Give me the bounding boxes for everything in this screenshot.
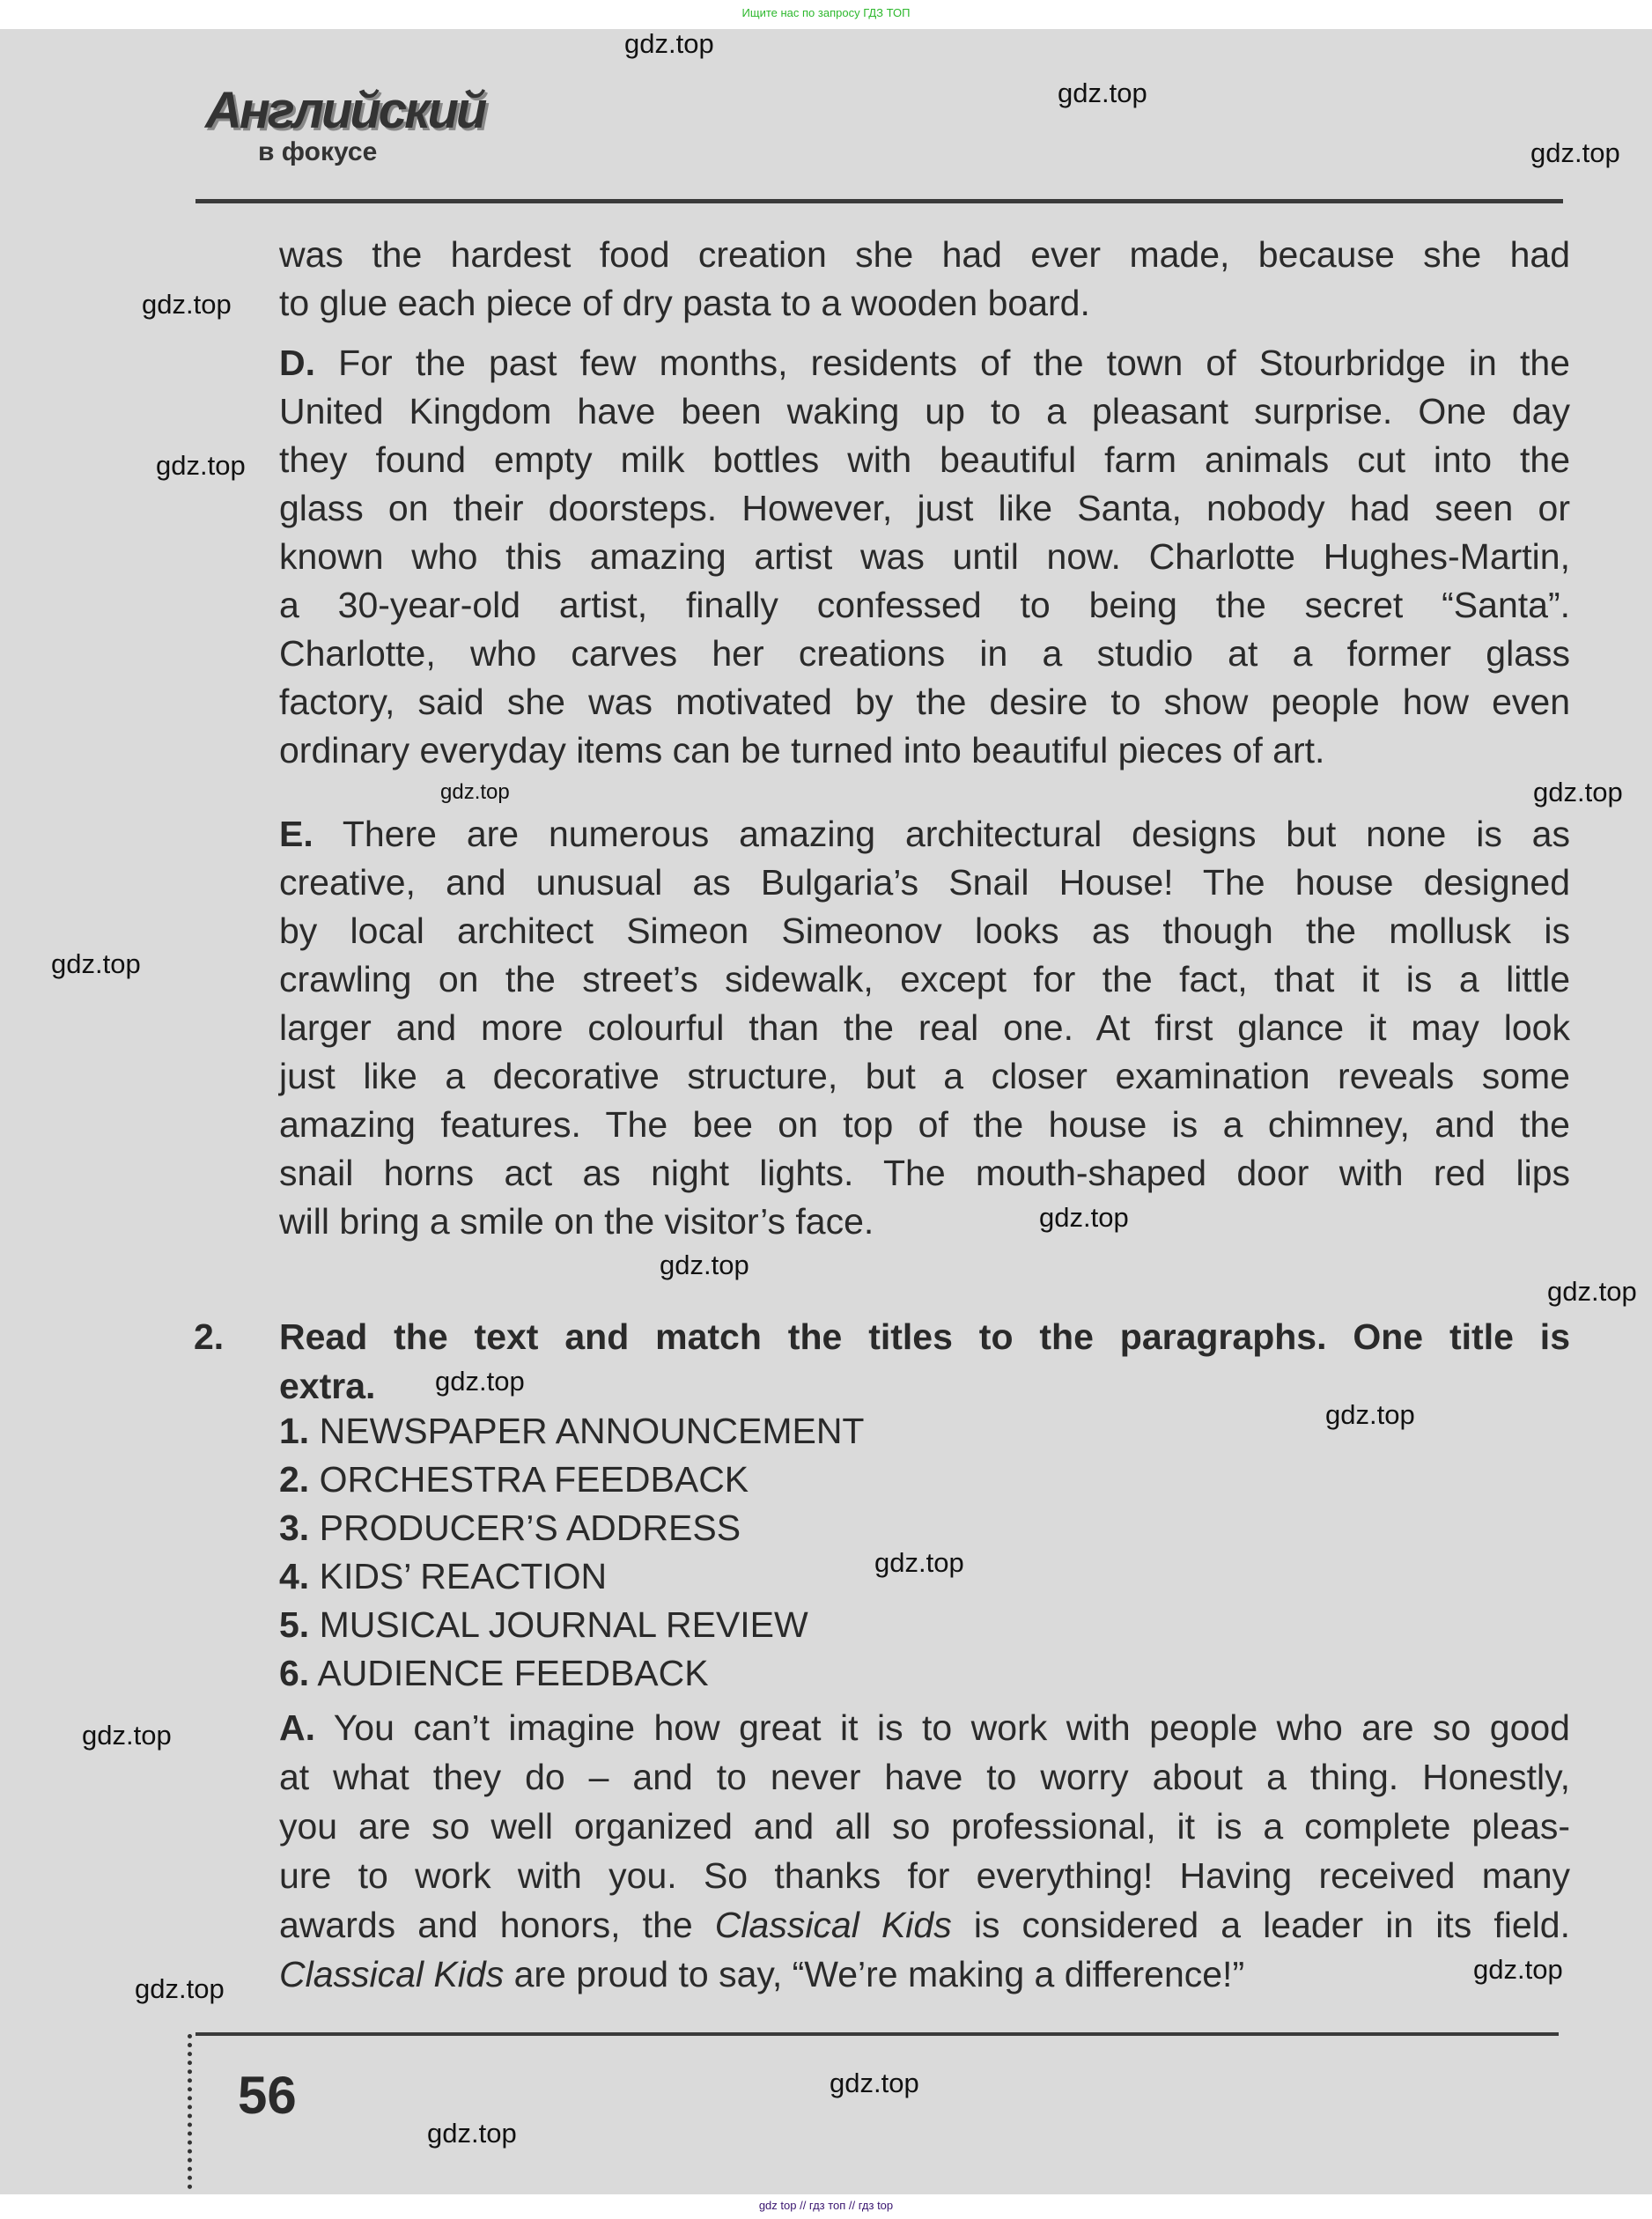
titles-list: [279, 1407, 864, 1698]
text-line: at what they do – and to never have to worry about a thing. Honestly,: [279, 1757, 1570, 1797]
watermark: gdz.top: [1058, 77, 1147, 108]
footer-dotted-line: [188, 2034, 192, 2189]
watermark: gdz.top: [156, 450, 246, 481]
paragraph-a: [279, 1703, 1570, 1999]
title-item: [279, 1649, 864, 1698]
watermark: gdz.top: [1039, 1202, 1129, 1233]
text-line: United Kingdom have been waking up to a pleasant surprise. One day: [279, 391, 1570, 431]
title-text: PRODUCER’S ADDRESS: [319, 1508, 741, 1548]
watermark: gdz.top: [142, 289, 232, 320]
title-text: NEWSPAPER ANNOUNCEMENT: [319, 1411, 865, 1451]
text-line: [279, 1900, 1570, 1950]
title-item: [279, 1407, 864, 1456]
text-line: [279, 1950, 1570, 1999]
task-number: 2.: [194, 1316, 225, 1357]
watermark: gdz.top: [1530, 137, 1620, 168]
title-number: 3.: [279, 1508, 310, 1548]
text-line: to glue each piece of dry pasta to a wooden board.: [279, 283, 1090, 323]
bottom-banner: [0, 2194, 1652, 2219]
logo-line-2: в фокусе: [258, 137, 378, 166]
watermark: gdz.top: [435, 1366, 525, 1397]
reading-text: [279, 231, 1570, 1246]
title-number: 4.: [279, 1556, 310, 1596]
text-line: Charlotte, who carves her creations in a studio at a former glass: [279, 633, 1570, 674]
text-line: For the past few months, residents of the town of Stourbridge in the: [338, 343, 1570, 383]
footer-rule: [195, 2032, 1559, 2036]
watermark: gdz.top: [1325, 1399, 1415, 1430]
title-number: 1.: [279, 1411, 310, 1451]
italic-title: Classical Kids: [714, 1905, 952, 1945]
header-rule: [195, 199, 1563, 203]
paragraph-label: D.: [279, 343, 315, 383]
text-segment: are proud to say, “We’re making a difference!”: [504, 1954, 1245, 1994]
title-item: [279, 1552, 864, 1601]
paragraph-d: [279, 339, 1570, 775]
task-line: extra.: [279, 1366, 376, 1406]
title-text: AUDIENCE FEEDBACK: [317, 1653, 709, 1693]
title-number: 6.: [279, 1653, 310, 1693]
text-line: ordinary everyday items can be turned into beautiful pieces of art.: [279, 730, 1325, 770]
text-segment: awards and honors, the: [279, 1905, 715, 1945]
title-item: [279, 1601, 864, 1649]
title-number: 2.: [279, 1459, 310, 1500]
text-line: There are numerous amazing architectural designs but none is as: [342, 814, 1570, 854]
text-line: You can’t imagine how great it is to work with people who are so good: [333, 1707, 1570, 1748]
text-line: just like a decorative structure, but a closer examination reveals some: [279, 1056, 1570, 1096]
title-number: 5.: [279, 1604, 310, 1645]
watermark: gdz.top: [440, 780, 510, 804]
book-logo: [205, 82, 485, 167]
logo-line-1: Английский: [205, 82, 485, 139]
text-line: snail horns act as night lights. The mouth-shaped door with red lips: [279, 1153, 1570, 1193]
paragraph-e: [279, 810, 1570, 1246]
watermark: gdz.top: [1547, 1276, 1637, 1307]
top-banner-text: Ищите нас по запросу ГДЗ ТОП: [741, 6, 911, 19]
text-line: glass on their doorsteps. However, just like Santa, nobody had seen or: [279, 488, 1570, 528]
title-item: [279, 1456, 864, 1504]
title-text: ORCHESTRA FEEDBACK: [319, 1459, 749, 1500]
watermark: gdz.top: [51, 948, 141, 979]
watermark: gdz.top: [660, 1250, 749, 1280]
paragraph-label: E.: [279, 814, 313, 854]
text-line: you are so well organized and all so professional, it is a complete pleas-: [279, 1806, 1570, 1847]
text-line: known who this amazing artist was until now. Charlotte Hughes-Martin,: [279, 536, 1570, 577]
italic-title: Classical Kids: [279, 1954, 505, 1994]
bottom-banner-text: gdz top // гдз топ // гдз top: [758, 2199, 894, 2212]
watermark: gdz.top: [830, 2068, 919, 2098]
watermark: gdz.top: [82, 1720, 172, 1751]
watermark: gdz.top: [874, 1547, 964, 1578]
watermark: gdz.top: [427, 2118, 517, 2149]
page-number: 56: [238, 2066, 297, 2125]
text-line: will bring a smile on the visitor’s face.: [279, 1201, 874, 1242]
watermark: gdz.top: [1533, 777, 1623, 807]
text-line: crawling on the street’s sidewalk, except for the fact, that it is a little: [279, 959, 1570, 999]
title-text: KIDS’ REACTION: [319, 1556, 608, 1596]
text-line: they found empty milk bottles with beautiful farm animals cut into the: [279, 439, 1570, 480]
task-line: Read the text and match the titles to the paragraphs. One title is: [279, 1316, 1570, 1357]
text-line: factory, said she was motivated by the desire to show people how even: [279, 682, 1570, 722]
top-banner: [0, 0, 1652, 29]
text-line: amazing features. The bee on top of the house is a chimney, and the: [279, 1104, 1570, 1145]
text-segment: is considered a leader in its field.: [951, 1905, 1570, 1945]
text-line: larger and more colourful than the real one. At first glance it may look: [279, 1007, 1570, 1048]
paragraph-label: A.: [279, 1707, 315, 1748]
text-line: a 30-year-old artist, finally confessed to being the secret “Santa”.: [279, 585, 1570, 625]
text-line: by local architect Simeon Simeonov looks as though the mollusk is: [279, 910, 1570, 951]
watermark: gdz.top: [624, 28, 714, 59]
watermark: gdz.top: [1473, 1954, 1563, 1985]
title-text: MUSICAL JOURNAL REVIEW: [319, 1604, 808, 1645]
text-line: was the hardest food creation she had ever made, because she had: [279, 234, 1570, 275]
text-line: ure to work with you. So thanks for everything! Having received many: [279, 1855, 1570, 1896]
text-line: creative, and unusual as Bulgaria’s Snail House! The house designed: [279, 862, 1570, 903]
watermark: gdz.top: [135, 1973, 225, 2004]
title-item: [279, 1504, 864, 1552]
